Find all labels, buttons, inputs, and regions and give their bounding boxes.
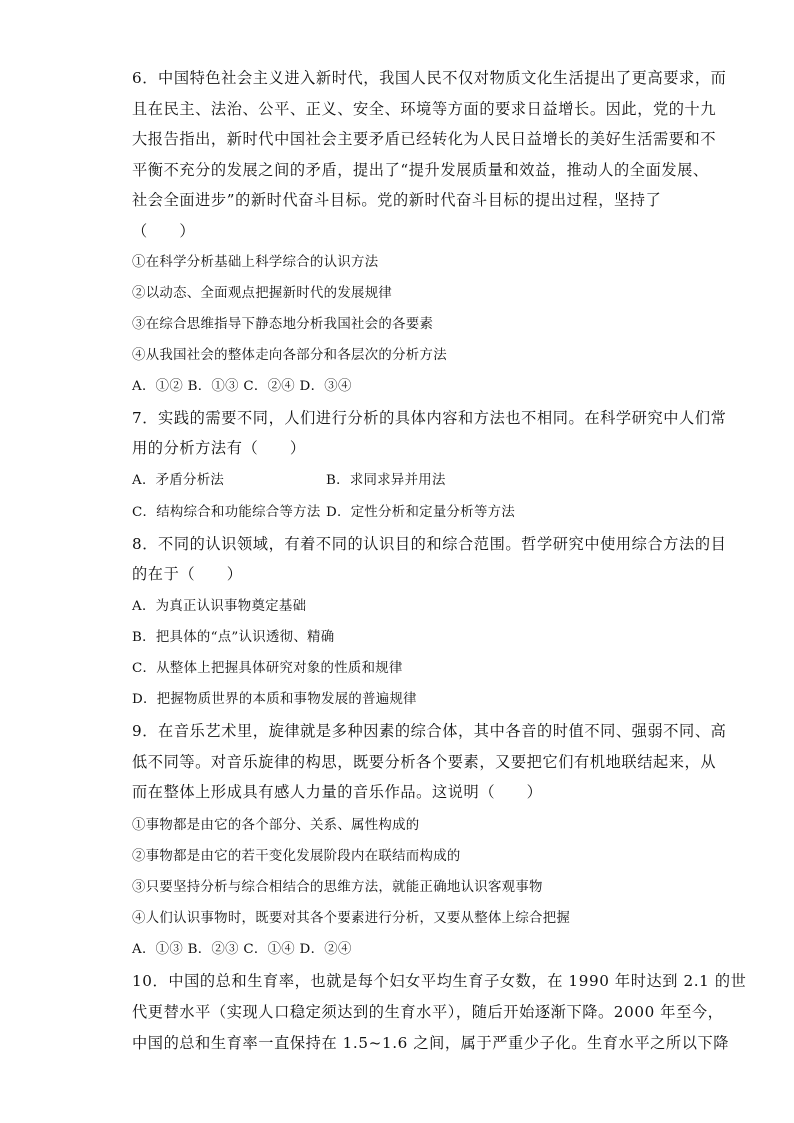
q6-item-3: ③在综合思维指导下静态地分析我国社会的各要素 <box>132 317 434 332</box>
q6-item-4: ④从我国社会的整体走向各部分和各层次的分析方法 <box>132 348 447 363</box>
q6-item-1: ①在科学分析基础上科学综合的认识方法 <box>132 255 379 270</box>
q10-stem-line-2: 代更替水平（实现人口稳定须达到的生育水平），随后开始逐渐下降。2000 年至今， <box>132 1003 724 1021</box>
q8-option-c: C．从整体上把握具体研究对象的性质和规律 <box>132 661 403 676</box>
q7-option-c: C．结构综合和功能综合等方法 <box>132 505 321 520</box>
q10-stem-line-1: 10．中国的总和生育率，也就是每个妇女平均生育子女数，在 1990 年时达到 2.1 的世 <box>132 972 747 990</box>
q6-item-2: ②以动态、全面观点把握新时代的发展规律 <box>132 286 393 301</box>
q8-stem-line-2: 的在于（ ） <box>132 565 243 583</box>
q7-stem-line-2: 用的分析方法有（ ） <box>132 439 306 457</box>
q6-stem-line-6: （ ） <box>132 222 196 240</box>
q9-item-3: ③只要坚持分析与综合相结合的思维方法，就能正确地认识客观事物 <box>132 880 543 895</box>
q9-item-1: ①事物都是由它的各个部分、关系、属性构成的 <box>132 818 420 833</box>
q7-stem-line-1: 7．实践的需要不同，人们进行分析的具体内容和方法也不相同。在科学研究中人们常 <box>132 409 727 427</box>
q9-stem-line-2: 低不同等。对音乐旋律的构思，既要分析各个要素，又要把它们有机地联结起来，从 <box>132 753 717 771</box>
q7-option-a: A．矛盾分析法 <box>132 473 225 488</box>
q7-option-b: B．求同求异并用法 <box>326 473 446 488</box>
q6-options: A．①② B．①③ C．②④ D．③④ <box>132 379 352 394</box>
q6-stem-line-4: 平衡不充分的发展之间的矛盾，提出了“提升发展质量和效益，推动人的全面发展、 <box>132 161 709 179</box>
q7-option-d: D．定性分析和定量分析等方法 <box>326 505 516 520</box>
q9-item-4: ④人们认识事物时，既要对其各个要素进行分析，又要从整体上综合把握 <box>132 911 571 926</box>
q8-option-b: B．把具体的“点”认识透彻、精确 <box>132 630 335 645</box>
q6-stem-line-1: 6．中国特色社会主义进入新时代，我国人民不仅对物质文化生活提出了更高要求，而 <box>132 69 727 87</box>
q9-item-2: ②事物都是由它的若干变化发展阶段内在联结而构成的 <box>132 849 461 864</box>
q8-option-a: A．为真正认识事物奠定基础 <box>132 599 307 614</box>
q9-stem-line-1: 9．在音乐艺术里，旋律就是多种因素的综合体，其中各音的时值不同、强弱不同、高 <box>132 722 727 740</box>
q9-options: A．①③ B．②③ C．①④ D．②④ <box>132 942 352 957</box>
q9-stem-line-3: 而在整体上形成具有感人力量的音乐作品。这说明（ ） <box>132 783 543 801</box>
q8-option-d: D．把握物质世界的本质和事物发展的普遍规律 <box>132 692 417 707</box>
q10-stem-line-3: 中国的总和生育率一直保持在 1.5~1.6 之间，属于严重少子化。生育水平之所以下降 <box>132 1034 730 1052</box>
q6-stem-line-5: 社会全面进步”的新时代奋斗目标。党的新时代奋斗目标的提出过程，坚持了 <box>132 191 662 209</box>
q6-stem-line-2: 且在民主、法治、公平、正义、安全、环境等方面的要求日益增长。因此，党的十九 <box>132 100 717 118</box>
q6-stem-line-3: 大报告指出，新时代中国社会主要矛盾已经转化为人民日益增长的美好生活需要和不 <box>132 130 717 148</box>
q8-stem-line-1: 8．不同的认识领域，有着不同的认识目的和综合范围。哲学研究中使用综合方法的目 <box>132 535 727 553</box>
